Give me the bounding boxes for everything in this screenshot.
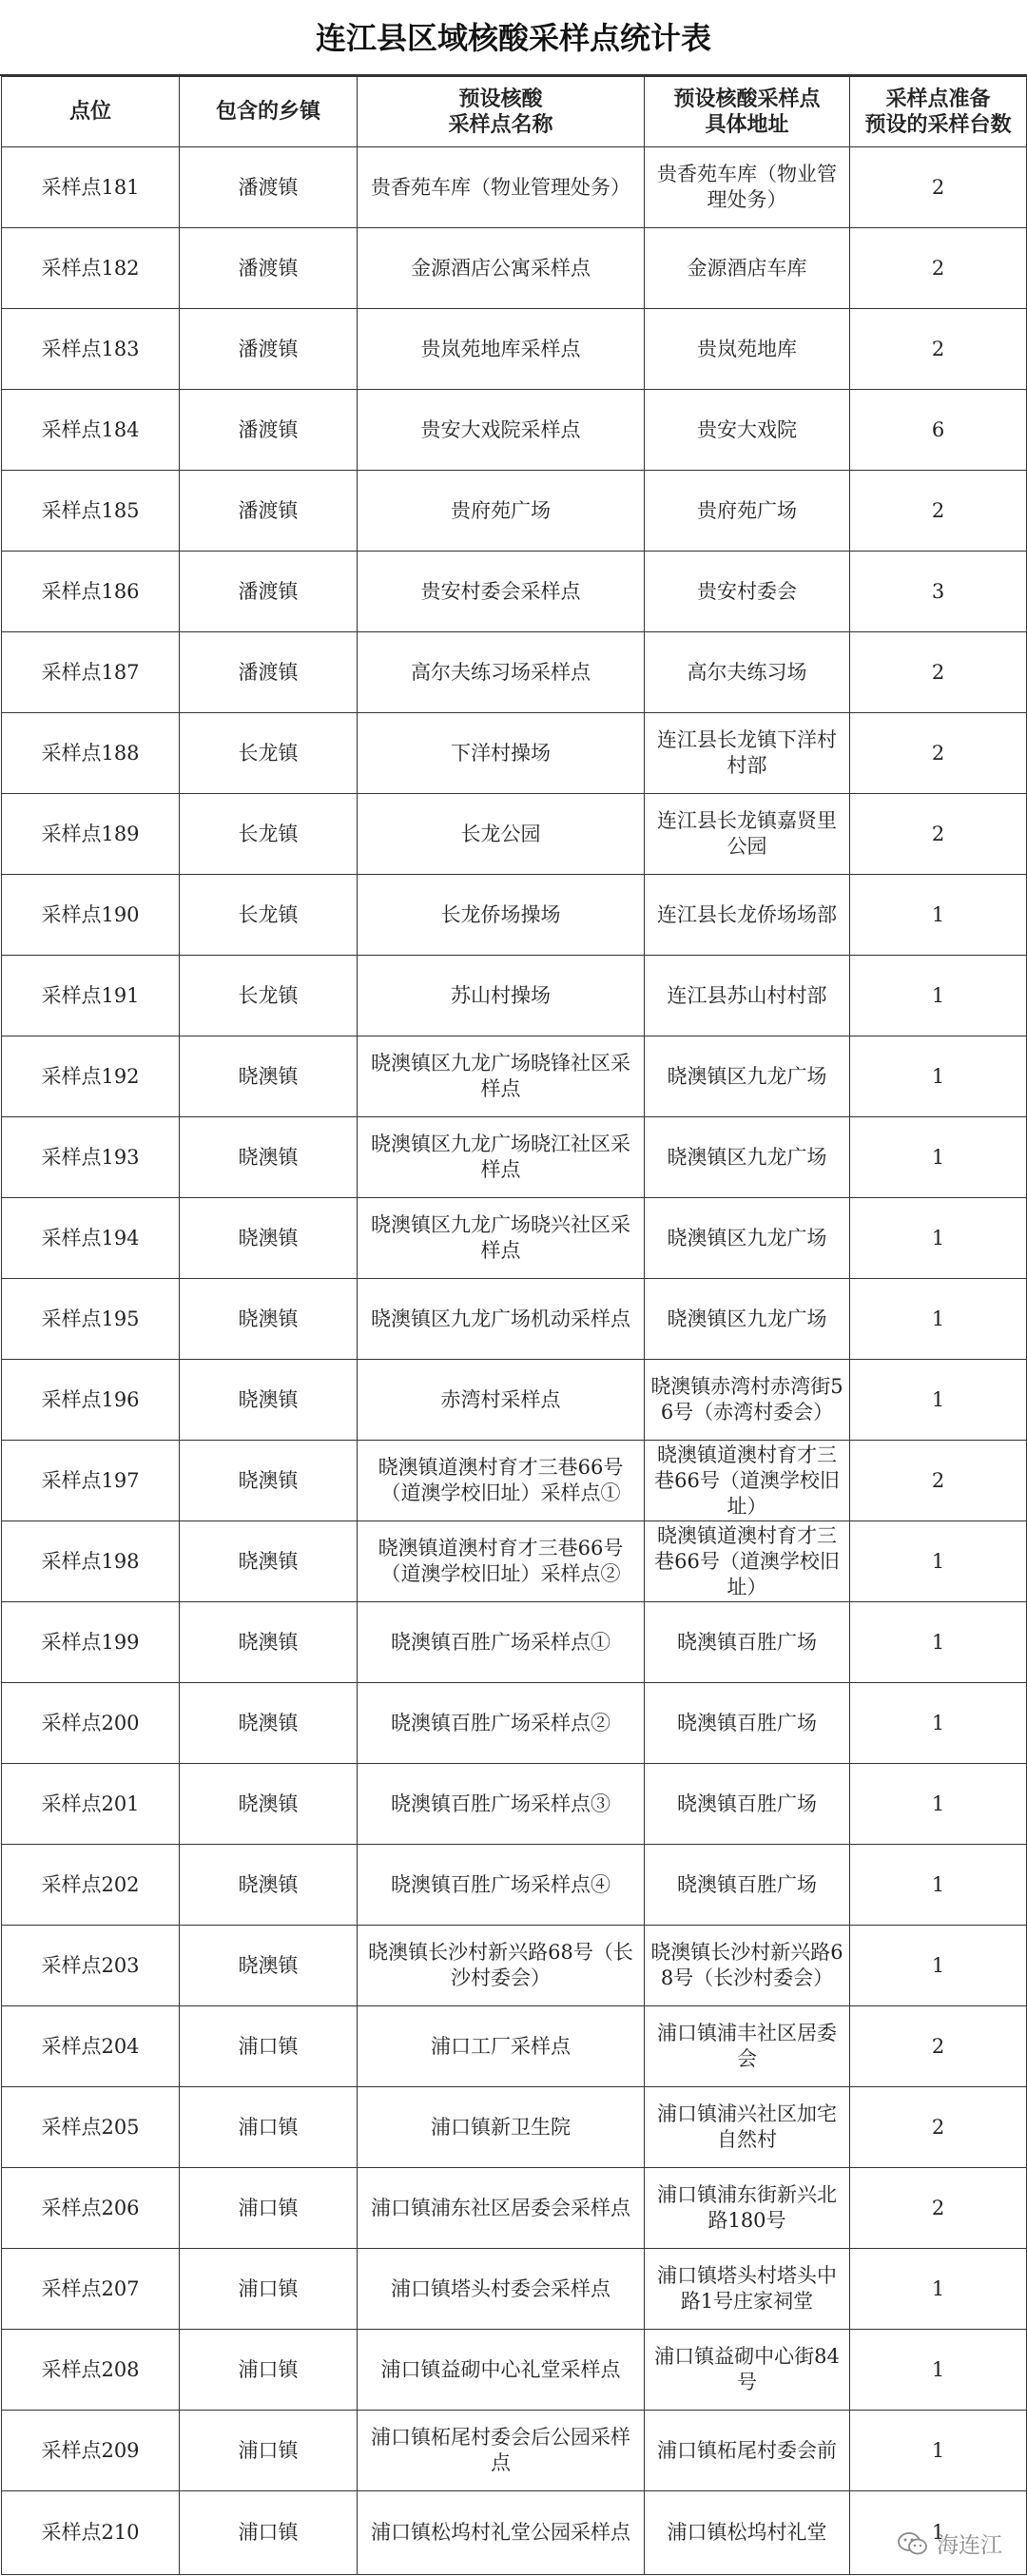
cell-town: 晓澳镇 — [180, 1602, 358, 1683]
cell-address: 贵香苑车库（物业管理处务） — [645, 147, 850, 228]
cell-station-count: 1 — [850, 1845, 1027, 1926]
table-row — [2, 1926, 1027, 2006]
cell-town: 潘渡镇 — [180, 552, 358, 632]
cell-point: 采样点210 — [2, 2491, 180, 2575]
cell-town: 晓澳镇 — [180, 1198, 358, 1279]
cell-site-name: 晓澳镇百胜广场采样点③ — [358, 1764, 645, 1845]
table-row — [2, 2411, 1027, 2491]
cell-site-name: 金源酒店公寓采样点 — [358, 228, 645, 309]
cell-station-count: 2 — [850, 1441, 1027, 1521]
cell-town: 潘渡镇 — [180, 471, 358, 552]
cell-address: 连江县苏山村村部 — [645, 956, 850, 1036]
cell-site-name: 贵安村委会采样点 — [358, 552, 645, 632]
cell-address: 浦口镇松坞村礼堂 — [645, 2491, 850, 2575]
cell-station-count: 2 — [850, 713, 1027, 794]
cell-point: 采样点186 — [2, 552, 180, 632]
cell-town: 潘渡镇 — [180, 632, 358, 713]
cell-site-name: 贵府苑广场 — [358, 471, 645, 552]
cell-town: 晓澳镇 — [180, 1764, 358, 1845]
cell-address: 晓澳镇道澳村育才三巷66号（道澳学校旧址） — [645, 1441, 850, 1521]
cell-address: 晓澳镇区九龙广场 — [645, 1036, 850, 1117]
cell-point: 采样点183 — [2, 309, 180, 390]
cell-town: 潘渡镇 — [180, 390, 358, 471]
cell-site-name: 赤湾村采样点 — [358, 1360, 645, 1441]
cell-site-name: 下洋村操场 — [358, 713, 645, 794]
cell-station-count: 1 — [850, 2491, 1027, 2575]
table-row — [2, 390, 1027, 471]
cell-address: 贵府苑广场 — [645, 471, 850, 552]
cell-site-name: 浦口镇益砌中心礼堂采样点 — [358, 2330, 645, 2411]
cell-point: 采样点202 — [2, 1845, 180, 1926]
cell-address: 晓澳镇区九龙广场 — [645, 1117, 850, 1198]
cell-point: 采样点195 — [2, 1279, 180, 1360]
watermark-text: 海连江 — [937, 2533, 1002, 2558]
cell-station-count: 1 — [850, 1926, 1027, 2006]
table-row — [2, 2330, 1027, 2411]
table-row — [2, 1764, 1027, 1845]
cell-site-name: 高尔夫练习场采样点 — [358, 632, 645, 713]
cell-address: 浦口镇浦丰社区居委会 — [645, 2006, 850, 2087]
cell-station-count: 1 — [850, 875, 1027, 956]
cell-station-count: 2 — [850, 2087, 1027, 2168]
cell-station-count: 1 — [850, 1036, 1027, 1117]
table-title: 连江县区域核酸采样点统计表 — [0, 0, 1027, 76]
cell-town: 晓澳镇 — [180, 1521, 358, 1602]
table-row — [2, 1360, 1027, 1441]
cell-station-count: 2 — [850, 794, 1027, 875]
cell-address: 晓澳镇百胜广场 — [645, 1602, 850, 1683]
cell-address: 贵安村委会 — [645, 552, 850, 632]
table-row — [2, 2087, 1027, 2168]
cell-site-name: 晓澳镇区九龙广场晓江社区采样点 — [358, 1117, 645, 1198]
cell-site-name: 晓澳镇长沙村新兴路68号（长沙村委会） — [358, 1926, 645, 2006]
cell-town: 潘渡镇 — [180, 147, 358, 228]
table-row — [2, 1441, 1027, 1521]
cell-address: 高尔夫练习场 — [645, 632, 850, 713]
cell-point: 采样点197 — [2, 1441, 180, 1521]
table-row — [2, 2168, 1027, 2249]
table-row — [2, 2249, 1027, 2330]
cell-station-count: 1 — [850, 1683, 1027, 1764]
cell-site-name: 晓澳镇百胜广场采样点① — [358, 1602, 645, 1683]
cell-site-name: 晓澳镇道澳村育才三巷66号（道澳学校旧址）采样点① — [358, 1441, 645, 1521]
cell-town: 浦口镇 — [180, 2491, 358, 2575]
cell-site-name: 晓澳镇区九龙广场晓锋社区采样点 — [358, 1036, 645, 1117]
cell-site-name: 晓澳镇道澳村育才三巷66号（道澳学校旧址）采样点② — [358, 1521, 645, 1602]
cell-station-count: 2 — [850, 471, 1027, 552]
cell-site-name: 贵岚苑地库采样点 — [358, 309, 645, 390]
cell-point: 采样点208 — [2, 2330, 180, 2411]
table-row — [2, 1279, 1027, 1360]
cell-address: 连江县长龙镇嘉贤里公园 — [645, 794, 850, 875]
cell-town: 潘渡镇 — [180, 228, 358, 309]
cell-point: 采样点201 — [2, 1764, 180, 1845]
cell-address: 浦口镇浦兴社区加宅自然村 — [645, 2087, 850, 2168]
cell-site-name: 浦口镇塔头村委会采样点 — [358, 2249, 645, 2330]
table-row — [2, 875, 1027, 956]
table-row — [2, 1845, 1027, 1926]
cell-town: 晓澳镇 — [180, 1683, 358, 1764]
cell-station-count: 1 — [850, 1764, 1027, 1845]
cell-town: 浦口镇 — [180, 2411, 358, 2491]
cell-site-name: 浦口镇浦东社区居委会采样点 — [358, 2168, 645, 2249]
table-row — [2, 1036, 1027, 1117]
table-row — [2, 713, 1027, 794]
cell-address: 晓澳镇百胜广场 — [645, 1845, 850, 1926]
cell-point: 采样点181 — [2, 147, 180, 228]
cell-site-name: 贵香苑车库（物业管理处务） — [358, 147, 645, 228]
cell-point: 采样点198 — [2, 1521, 180, 1602]
cell-town: 浦口镇 — [180, 2087, 358, 2168]
cell-address: 浦口镇塔头村塔头中路1号庄家祠堂 — [645, 2249, 850, 2330]
cell-address: 连江县长龙镇下洋村村部 — [645, 713, 850, 794]
cell-point: 采样点189 — [2, 794, 180, 875]
sampling-points-table — [1, 76, 1027, 2575]
cell-address: 晓澳镇长沙村新兴路68号（长沙村委会） — [645, 1926, 850, 2006]
cell-point: 采样点182 — [2, 228, 180, 309]
cell-point: 采样点199 — [2, 1602, 180, 1683]
cell-address: 晓澳镇百胜广场 — [645, 1683, 850, 1764]
cell-station-count: 1 — [850, 956, 1027, 1036]
cell-town: 晓澳镇 — [180, 1360, 358, 1441]
cell-station-count: 2 — [850, 632, 1027, 713]
cell-point: 采样点187 — [2, 632, 180, 713]
table-row — [2, 1521, 1027, 1602]
cell-station-count: 1 — [850, 1521, 1027, 1602]
table-row — [2, 1198, 1027, 1279]
cell-point: 采样点207 — [2, 2249, 180, 2330]
cell-point: 采样点192 — [2, 1036, 180, 1117]
header-station-count: 采样点准备 预设的采样台数 — [850, 77, 1027, 147]
table-row — [2, 956, 1027, 1036]
cell-town: 晓澳镇 — [180, 1279, 358, 1360]
cell-station-count: 1 — [850, 1602, 1027, 1683]
cell-point: 采样点196 — [2, 1360, 180, 1441]
header-address: 预设核酸采样点 具体地址 — [645, 77, 850, 147]
cell-station-count: 1 — [850, 1360, 1027, 1441]
wechat-icon — [897, 2530, 929, 2557]
cell-town: 长龙镇 — [180, 875, 358, 956]
table-row — [2, 632, 1027, 713]
cell-station-count: 1 — [850, 1117, 1027, 1198]
table-row — [2, 2006, 1027, 2087]
table-body — [2, 147, 1027, 2575]
table-row — [2, 1602, 1027, 1683]
table-row — [2, 228, 1027, 309]
cell-address: 晓澳镇道澳村育才三巷66号（道澳学校旧址） — [645, 1521, 850, 1602]
table-row — [2, 471, 1027, 552]
cell-point: 采样点185 — [2, 471, 180, 552]
table-row — [2, 2491, 1027, 2575]
cell-point: 采样点200 — [2, 1683, 180, 1764]
cell-point: 采样点191 — [2, 956, 180, 1036]
cell-town: 浦口镇 — [180, 2168, 358, 2249]
cell-town: 长龙镇 — [180, 794, 358, 875]
cell-site-name: 晓澳镇区九龙广场晓兴社区采样点 — [358, 1198, 645, 1279]
cell-town: 晓澳镇 — [180, 1441, 358, 1521]
cell-site-name: 苏山村操场 — [358, 956, 645, 1036]
cell-point: 采样点190 — [2, 875, 180, 956]
cell-station-count: 2 — [850, 2168, 1027, 2249]
cell-site-name: 浦口工厂采样点 — [358, 2006, 645, 2087]
cell-town: 长龙镇 — [180, 713, 358, 794]
cell-town: 浦口镇 — [180, 2249, 358, 2330]
cell-site-name: 长龙侨场操场 — [358, 875, 645, 956]
table-row — [2, 1117, 1027, 1198]
cell-station-count: 1 — [850, 1279, 1027, 1360]
table-row — [2, 309, 1027, 390]
cell-site-name: 浦口镇松坞村礼堂公园采样点 — [358, 2491, 645, 2575]
cell-point: 采样点205 — [2, 2087, 180, 2168]
cell-station-count: 6 — [850, 390, 1027, 471]
cell-town: 晓澳镇 — [180, 1117, 358, 1198]
cell-station-count: 2 — [850, 309, 1027, 390]
cell-site-name: 长龙公园 — [358, 794, 645, 875]
cell-site-name: 浦口镇新卫生院 — [358, 2087, 645, 2168]
cell-point: 采样点184 — [2, 390, 180, 471]
cell-address: 贵安大戏院 — [645, 390, 850, 471]
cell-address: 浦口镇柘尾村委会前 — [645, 2411, 850, 2491]
cell-station-count: 1 — [850, 2249, 1027, 2330]
table-row — [2, 147, 1027, 228]
cell-address: 晓澳镇区九龙广场 — [645, 1279, 850, 1360]
cell-point: 采样点194 — [2, 1198, 180, 1279]
cell-point: 采样点204 — [2, 2006, 180, 2087]
cell-station-count: 1 — [850, 1198, 1027, 1279]
cell-address: 晓澳镇区九龙广场 — [645, 1198, 850, 1279]
table-row — [2, 552, 1027, 632]
cell-address: 浦口镇益砌中心街84号 — [645, 2330, 850, 2411]
cell-point: 采样点188 — [2, 713, 180, 794]
watermark — [897, 2528, 1002, 2559]
cell-town: 晓澳镇 — [180, 1036, 358, 1117]
cell-site-name: 晓澳镇区九龙广场机动采样点 — [358, 1279, 645, 1360]
cell-address: 晓澳镇赤湾村赤湾街56号（赤湾村委会） — [645, 1360, 850, 1441]
cell-town: 长龙镇 — [180, 956, 358, 1036]
table-row — [2, 1683, 1027, 1764]
cell-town: 浦口镇 — [180, 2330, 358, 2411]
cell-town: 晓澳镇 — [180, 1926, 358, 2006]
header-site-name: 预设核酸 采样点名称 — [358, 77, 645, 147]
table-row — [2, 794, 1027, 875]
cell-station-count: 3 — [850, 552, 1027, 632]
cell-station-count: 2 — [850, 228, 1027, 309]
cell-station-count: 2 — [850, 2006, 1027, 2087]
cell-town: 浦口镇 — [180, 2006, 358, 2087]
header-point: 点位 — [2, 77, 180, 147]
header-row — [2, 77, 1027, 147]
cell-address: 金源酒店车库 — [645, 228, 850, 309]
cell-site-name: 晓澳镇百胜广场采样点② — [358, 1683, 645, 1764]
cell-point: 采样点209 — [2, 2411, 180, 2491]
cell-station-count: 2 — [850, 147, 1027, 228]
header-town: 包含的乡镇 — [180, 77, 358, 147]
cell-address: 连江县长龙侨场场部 — [645, 875, 850, 956]
cell-site-name: 贵安大戏院采样点 — [358, 390, 645, 471]
cell-station-count: 1 — [850, 2411, 1027, 2491]
cell-town: 潘渡镇 — [180, 309, 358, 390]
cell-site-name: 浦口镇柘尾村委会后公园采样点 — [358, 2411, 645, 2491]
cell-address: 浦口镇浦东街新兴北路180号 — [645, 2168, 850, 2249]
cell-address: 贵岚苑地库 — [645, 309, 850, 390]
cell-point: 采样点193 — [2, 1117, 180, 1198]
cell-point: 采样点206 — [2, 2168, 180, 2249]
cell-town: 晓澳镇 — [180, 1845, 358, 1926]
cell-address: 晓澳镇百胜广场 — [645, 1764, 850, 1845]
cell-station-count: 1 — [850, 2330, 1027, 2411]
cell-site-name: 晓澳镇百胜广场采样点④ — [358, 1845, 645, 1926]
cell-point: 采样点203 — [2, 1926, 180, 2006]
